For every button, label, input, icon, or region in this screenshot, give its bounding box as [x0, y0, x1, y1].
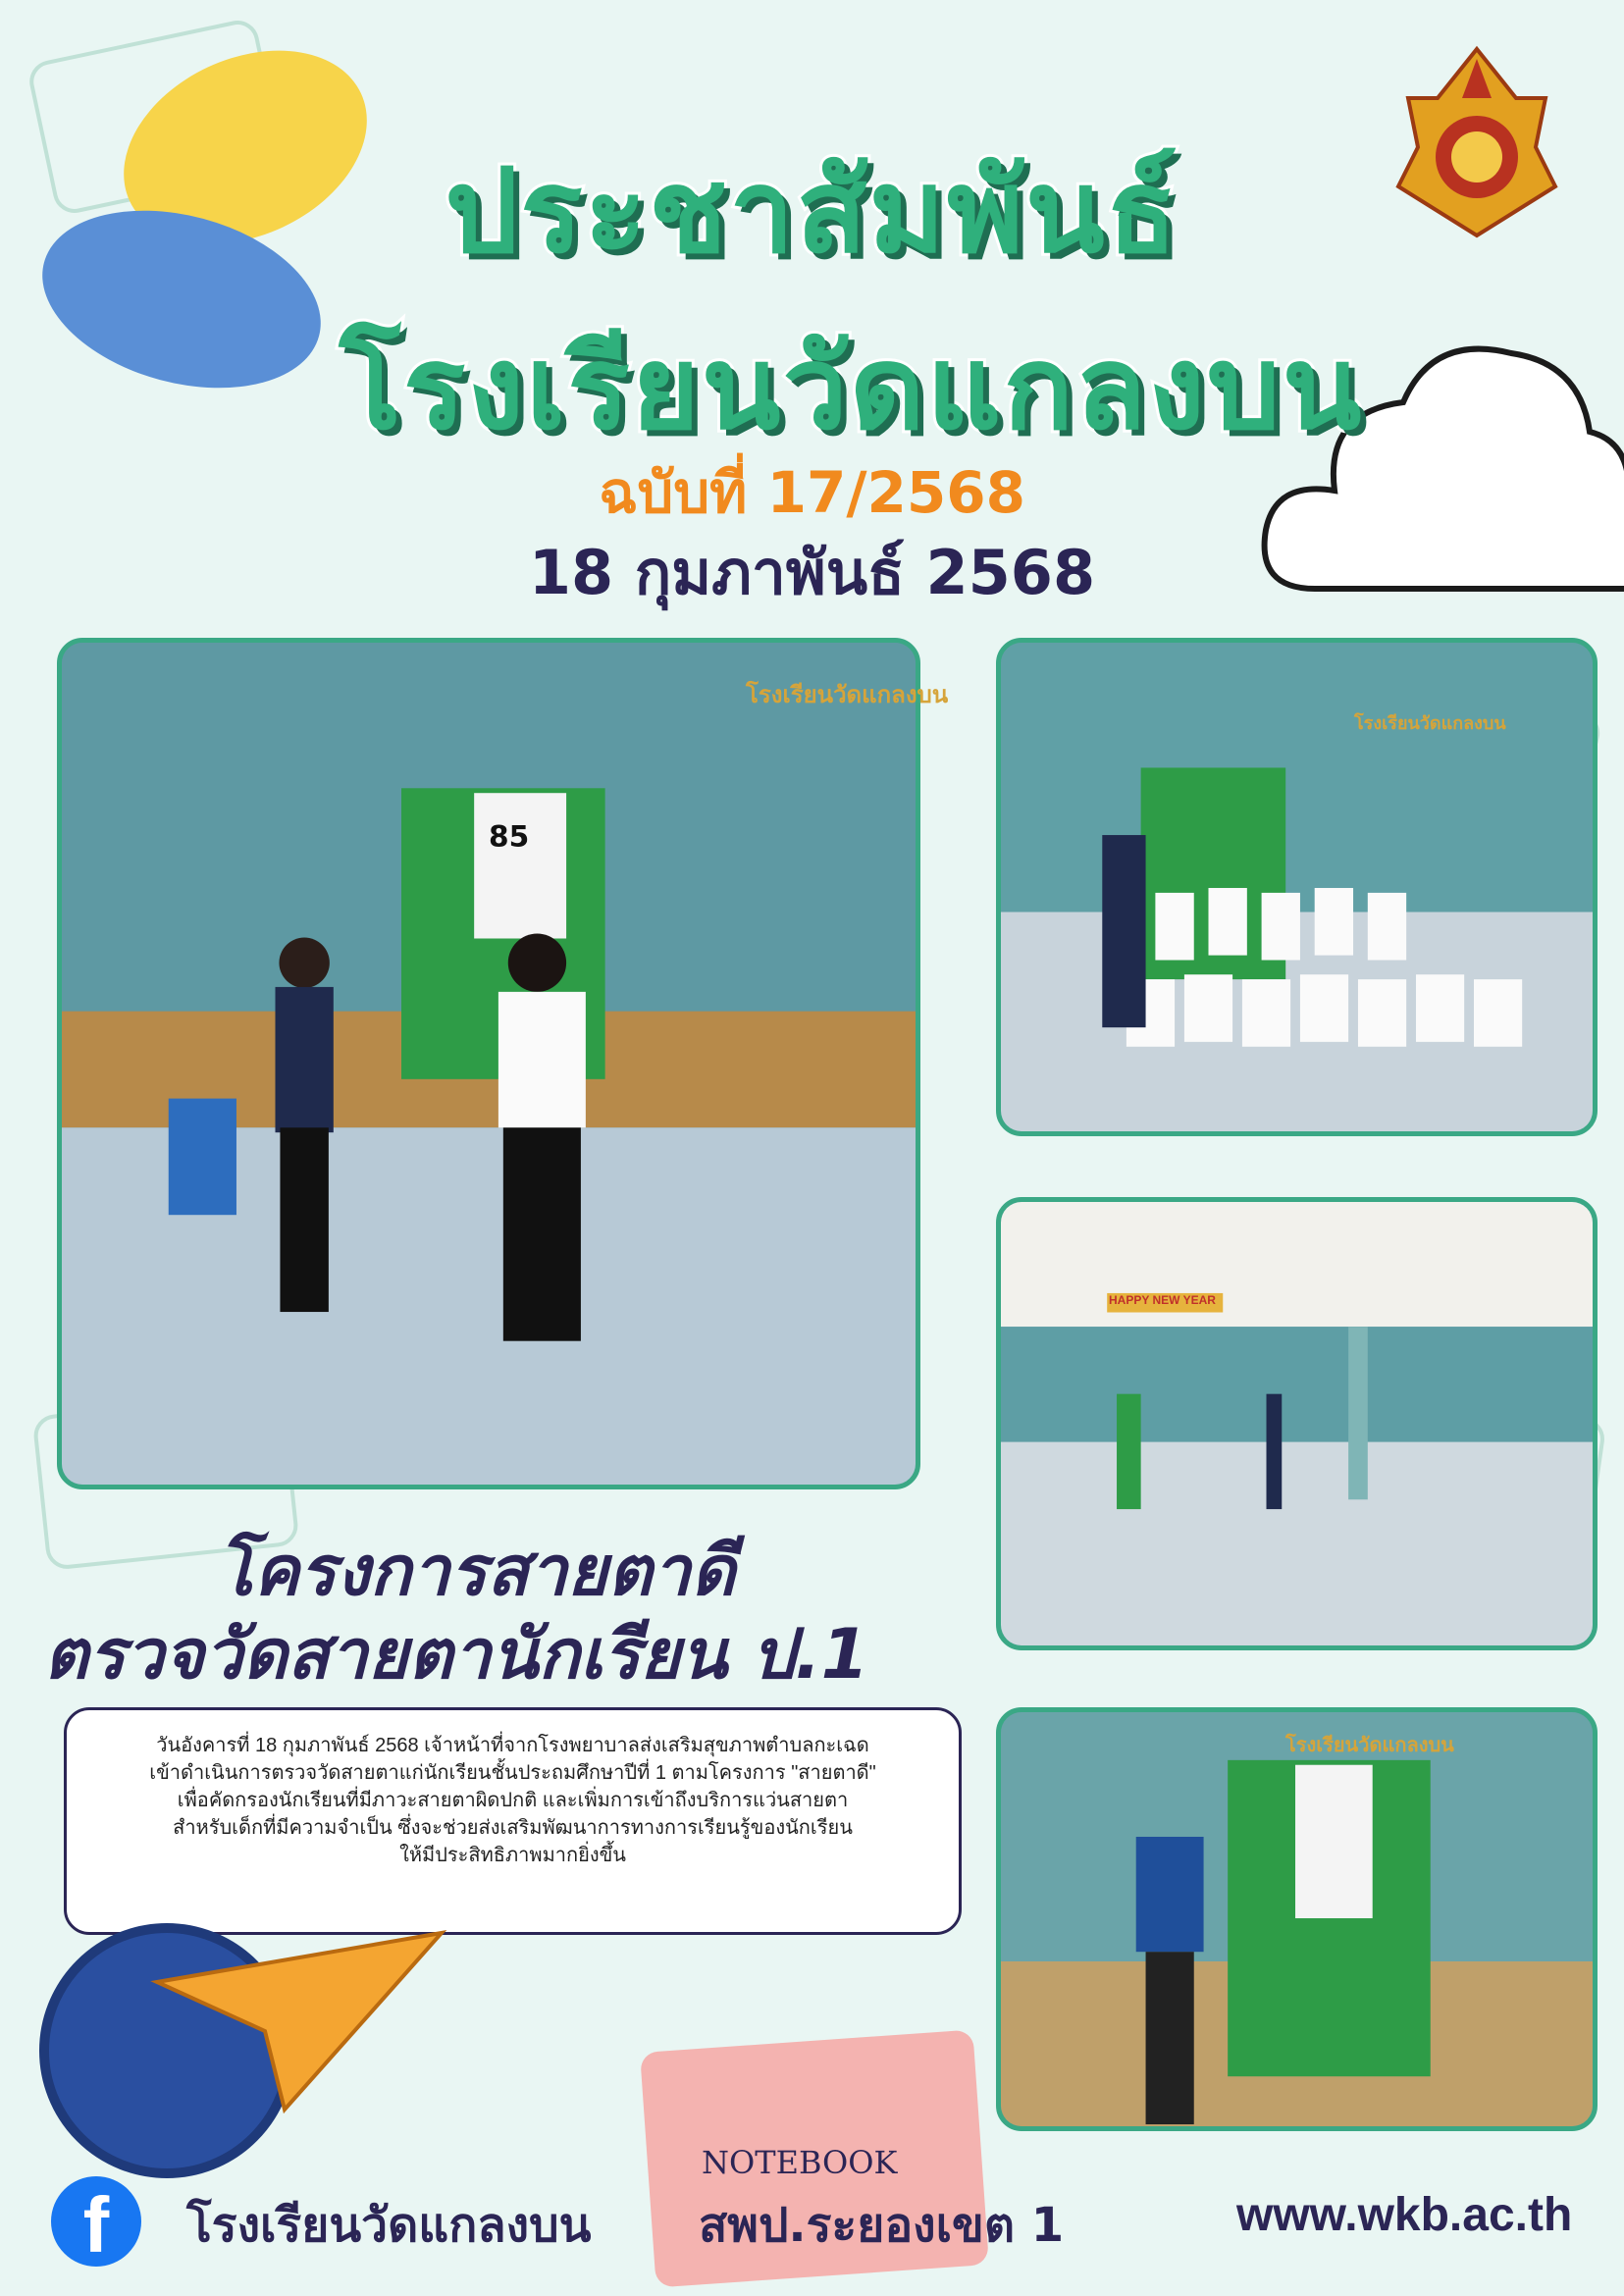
- description-line: เพื่อคัดกรองนักเรียนที่มีภาวะสายตาผิดปกติ และเพิ่มการเข้าถึงบริการแว่นสายตา: [177, 1790, 849, 1811]
- issue-date: 18 กุมภาพันธ์ 2568: [528, 537, 1096, 608]
- page-title: ประชาสัมพันธ์: [445, 143, 1179, 279]
- office-name: สพป.ระยองเขต 1: [699, 2198, 1065, 2253]
- sign-text-main: โรงเรียนวัดแกลงบน: [746, 681, 949, 708]
- issue-number: ฉบับที่ 17/2568: [599, 459, 1025, 526]
- description-line: สำหรับเด็กที่มีความจำเป็น ซึ่งจะช่วยส่งเสริมพัฒนาการทางการเรียนรู้ของนักเรียน: [173, 1817, 853, 1839]
- description-box: [64, 1707, 962, 1935]
- description-line: เข้าดำเนินการตรวจวัดสายตาแก่นักเรียนชั้นประถมศึกษาปีที่ 1 ตามโครงการ "สายตาดี": [149, 1762, 876, 1784]
- project-title: โครงการสายตาดี: [216, 1531, 736, 1611]
- photo-eye-test-main: [57, 638, 920, 1489]
- paper-plane-icon: [147, 1923, 461, 2119]
- photo-group: [996, 638, 1598, 1136]
- sign-text-group: โรงเรียนวัดแกลงบน: [1354, 713, 1506, 734]
- chart-number: 85: [489, 818, 530, 854]
- description-line: วันอังคารที่ 18 กุมภาพันธ์ 2568 เจ้าหน้าที่จากโรงพยาบาลส่งเสริมสุขภาพตำบลกะเฉด: [156, 1735, 869, 1756]
- photo-teacher: [996, 1707, 1598, 2131]
- notebook-label: NOTEBOOK: [702, 2144, 898, 2181]
- facebook-icon[interactable]: f: [51, 2176, 141, 2267]
- project-subtitle: ตรวจวัดสายตานักเรียน ป.1: [43, 1614, 869, 1695]
- banner-text: HAPPY NEW YEAR: [1109, 1293, 1216, 1307]
- photo-hall: [996, 1197, 1598, 1650]
- sign-text-teacher: โรงเรียนวัดแกลงบน: [1285, 1733, 1454, 1756]
- website-link[interactable]: www.wkb.ac.th: [1236, 2189, 1573, 2241]
- facebook-page-name[interactable]: โรงเรียนวัดแกลงบน: [186, 2198, 592, 2253]
- description-line: ให้มีประสิทธิภาพมากยิ่งขึ้น: [399, 1845, 626, 1866]
- school-name-title: โรงเรียนวัดแกลงบน: [339, 320, 1364, 455]
